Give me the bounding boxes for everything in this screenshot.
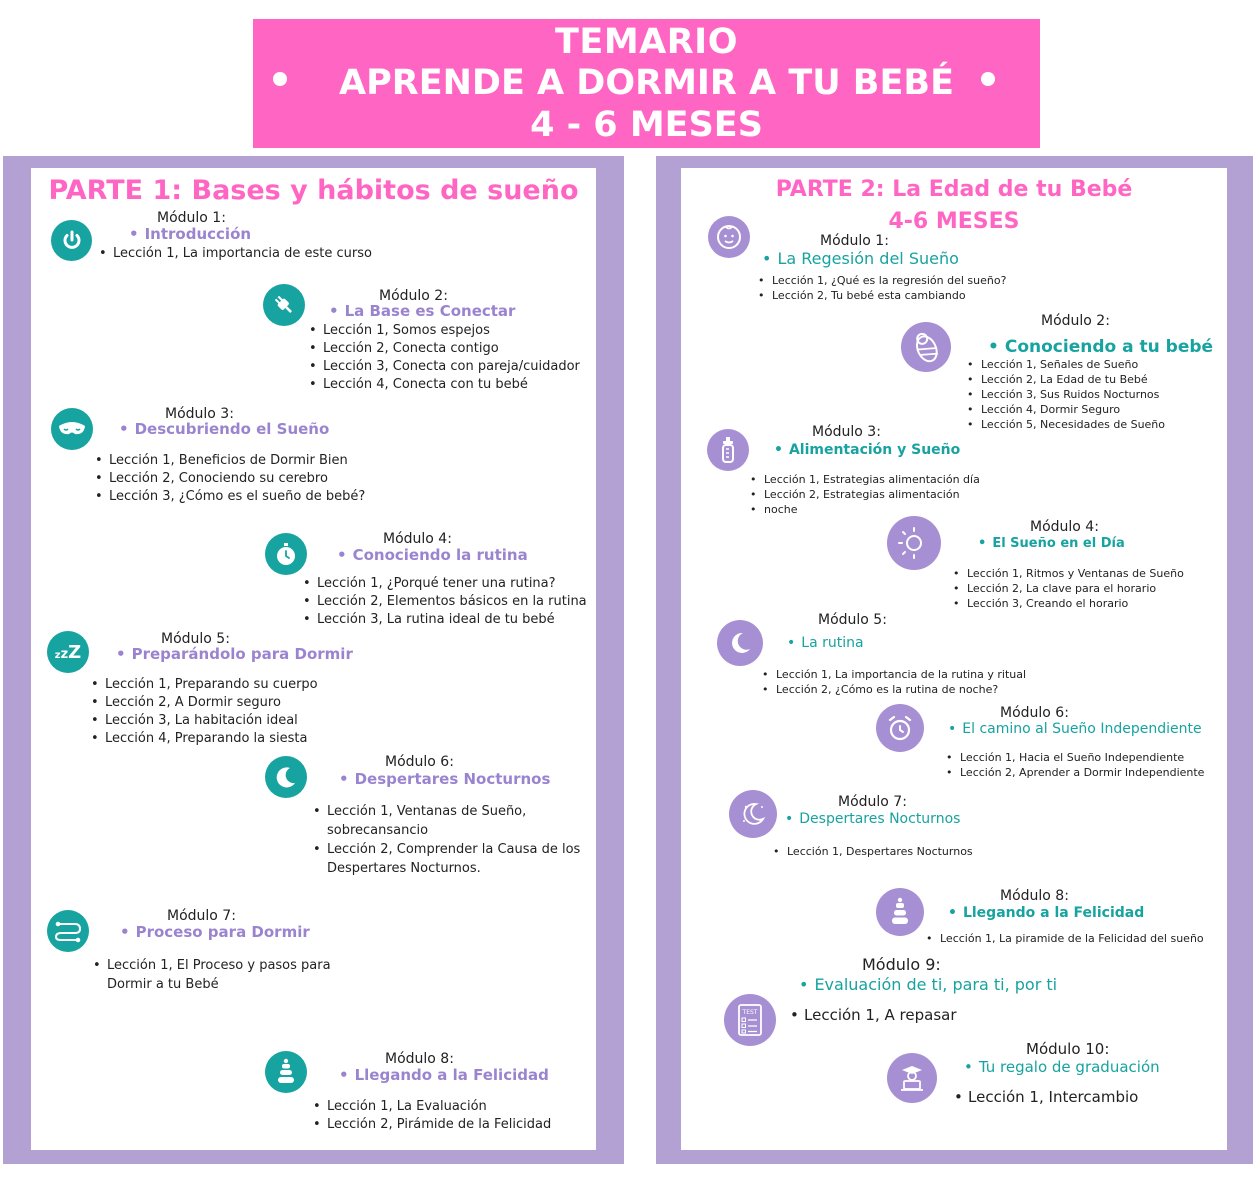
lesson-item: • Lección 2, Pirámide de la Felicidad	[313, 1116, 551, 1134]
lesson-item: • Lección 3, La habitación ideal	[91, 712, 318, 730]
p1-module7-title: • Proceso para Dormir	[120, 923, 310, 941]
p2-module3-label: Módulo 3:	[812, 424, 881, 440]
lesson-item: • Lección 3, Creando el horario	[953, 596, 1184, 611]
p2-module6-title: • El camino al Sueño Independiente	[948, 721, 1202, 737]
p1-module5-title: • Preparándolo para Dormir	[116, 645, 353, 663]
process-path-icon	[47, 910, 89, 952]
p2-module8-lessons	[926, 931, 1204, 946]
p2-module1-label: Módulo 1:	[820, 233, 889, 249]
baby-face-icon	[708, 216, 750, 258]
p2-module9-label: Módulo 9:	[862, 955, 941, 974]
lesson-item: • Lección 2, ¿Cómo es la rutina de noche?	[762, 682, 1026, 697]
p1-module1-title: • Introducción	[129, 225, 252, 243]
age-range: 4 - 6 MESES	[530, 105, 763, 145]
part2-title: PARTE 2: La Edad de tu Bebé	[775, 177, 1133, 202]
p1-module3-label: Módulo 3:	[165, 406, 234, 422]
part2-subtitle: 4-6 MESES	[888, 209, 1020, 234]
p2-module4-title: • El Sueño en el Día	[978, 536, 1125, 551]
lesson-item: • Lección 1, ¿Qué es la regresión del sueño?	[758, 273, 1006, 288]
lesson-item: • Lección 1, La piramide de la Felicidad del sueño	[926, 931, 1204, 946]
p2-module10-title: • Tu regalo de graduación	[964, 1058, 1160, 1076]
lesson-item: • Lección 1, Hacia el Sueño Independiente	[946, 750, 1204, 765]
lesson-item: • Lección 1, La importancia de la rutina y ritual	[762, 667, 1026, 682]
lesson-item: • Lección 1, Señales de Sueño	[967, 357, 1165, 372]
stacking-rings-icon	[876, 888, 924, 936]
header-bullet-right	[981, 72, 995, 86]
p1-module4-lessons	[303, 575, 587, 629]
p2-module2-label: Módulo 2:	[1041, 313, 1110, 329]
lesson-item: • Lección 1, Preparando su cuerpo	[91, 676, 318, 694]
swaddled-baby-icon	[901, 322, 951, 372]
p1-module6-lessons	[313, 802, 588, 878]
lesson-item: • Lección 1, Despertares Nocturnos	[773, 844, 973, 859]
p2-module5-label: Módulo 5:	[818, 612, 887, 628]
p2-module2-lessons	[967, 357, 1165, 432]
p1-module8-lessons	[313, 1098, 551, 1134]
baby-bottle-icon	[707, 429, 749, 471]
lesson-item: • Lección 1, Ventanas de Sueño, sobrecansancio	[313, 802, 588, 840]
plug-icon	[263, 284, 305, 326]
p2-module5-title: • La rutina	[787, 635, 864, 651]
p1-module1-lessons	[99, 245, 372, 263]
p2-module7-lessons	[773, 844, 973, 859]
p1-module3-lessons	[95, 452, 365, 506]
lesson-item: • noche	[750, 502, 980, 517]
lesson-item: • Lección 2, La clave para el horario	[953, 581, 1184, 596]
p1-module4-label: Módulo 4:	[383, 531, 452, 547]
lesson-item: • Lección 2, Conecta contigo	[309, 340, 580, 358]
lesson-item: • Lección 3, Sus Ruidos Nocturnos	[967, 387, 1165, 402]
header-title: TEMARIO	[555, 22, 738, 62]
svg-text:TEST: TEST	[742, 1009, 758, 1016]
p2-module10-lessons	[954, 1087, 1138, 1107]
lesson-item: • Lección 2, La Edad de tu Bebé	[967, 372, 1165, 387]
lesson-item: • Lección 2, Conociendo su cerebro	[95, 470, 365, 488]
p2-module2-title: • Conociendo a tu bebé	[988, 337, 1214, 357]
p2-module1-lessons	[758, 273, 1006, 303]
p1-module3-title: • Descubriendo el Sueño	[119, 420, 330, 438]
lesson-item: • Lección 4, Conecta con tu bebé	[309, 376, 580, 394]
lesson-item: • Lección 3, Conecta con pareja/cuidador	[309, 358, 580, 376]
p1-module2-label: Módulo 2:	[379, 288, 448, 304]
p1-module8-title: • Llegando a la Felicidad	[339, 1066, 549, 1084]
sleep-mask-icon	[51, 408, 93, 450]
lesson-item: • Lección 2, Estrategias alimentación	[750, 487, 980, 502]
lesson-item: • Lección 1, ¿Porqué tener una rutina?	[303, 575, 587, 593]
lesson-item: • Lección 1, El Proceso y pasos para Dormir a tu Bebé	[93, 956, 353, 994]
sun-moon-icon	[887, 516, 941, 570]
p2-module3-lessons	[750, 472, 980, 517]
p2-module1-title: • La Regesión del Sueño	[762, 249, 959, 268]
p1-module2-title: • La Base es Conectar	[329, 302, 516, 320]
part2-panel	[656, 156, 1253, 1164]
p2-module7-title: • Despertares Nocturnos	[785, 811, 961, 827]
alarm-clock-icon	[876, 704, 924, 752]
p2-module6-lessons	[946, 750, 1204, 780]
night-sky-icon	[729, 790, 777, 838]
stopwatch-icon	[265, 533, 307, 575]
zzz-icon: zzZ	[47, 631, 89, 673]
lesson-item: • Lección 2, A Dormir seguro	[91, 694, 318, 712]
lesson-item: • Lección 1, Beneficios de Dormir Bien	[95, 452, 365, 470]
lesson-item: • Lección 4, Dormir Seguro	[967, 402, 1165, 417]
test-checklist-icon	[724, 994, 776, 1046]
lesson-item: • Lección 5, Necesidades de Sueño	[967, 417, 1165, 432]
p2-module3-title: • Alimentación y Sueño	[774, 442, 961, 458]
lesson-item: • Lección 1, Estrategias alimentación día	[750, 472, 980, 487]
graduate-laptop-icon	[887, 1053, 937, 1103]
lesson-item: • Lección 2, Aprender a Dormir Independiente	[946, 765, 1204, 780]
p2-module5-lessons	[762, 667, 1026, 697]
lesson-item: • Lección 1, Intercambio	[954, 1087, 1138, 1107]
p1-module7-lessons	[93, 956, 353, 994]
p1-module1-label: Módulo 1:	[157, 210, 226, 226]
lesson-item: • Lección 2, Elementos básicos en la rutina	[303, 593, 587, 611]
p1-module5-label: Módulo 5:	[161, 631, 230, 647]
lesson-item: • Lección 2, Tu bebé esta cambiando	[758, 288, 1006, 303]
moon-icon	[717, 620, 763, 666]
p1-module8-label: Módulo 8:	[385, 1051, 454, 1067]
lesson-item: • Lección 3, ¿Cómo es el sueño de bebé?	[95, 488, 365, 506]
p1-module2-lessons	[309, 322, 580, 394]
p1-module6-label: Módulo 6:	[385, 754, 454, 770]
p1-module5-lessons	[91, 676, 318, 748]
lesson-item: • Lección 2, Comprender la Causa de los Despertares Nocturnos.	[313, 840, 588, 878]
p2-module10-label: Módulo 10:	[1026, 1040, 1110, 1058]
header-banner	[253, 19, 1040, 148]
power-icon	[51, 220, 92, 261]
lesson-item: • Lección 1, Somos espejos	[309, 322, 580, 340]
lesson-item: • Lección 4, Preparando la siesta	[91, 730, 318, 748]
lesson-item: • Lección 1, La Evaluación	[313, 1098, 551, 1116]
lesson-item: • Lección 1, Ritmos y Ventanas de Sueño	[953, 566, 1184, 581]
p2-module4-label: Módulo 4:	[1030, 519, 1099, 535]
part1-panel	[3, 156, 624, 1164]
p2-module4-lessons	[953, 566, 1184, 611]
lesson-item: • Lección 1, La importancia de este curso	[99, 245, 372, 263]
p2-module9-lessons	[790, 1005, 957, 1025]
p1-module7-label: Módulo 7:	[167, 908, 236, 924]
p2-module8-title: • Llegando a la Felicidad	[948, 905, 1145, 921]
course-name: APRENDE A DORMIR A TU BEBÉ	[339, 63, 954, 103]
p2-module6-label: Módulo 6:	[1000, 705, 1069, 721]
moon-stars-icon	[265, 756, 307, 798]
stacking-rings-icon	[265, 1051, 307, 1093]
lesson-item: • Lección 1, A repasar	[790, 1005, 957, 1025]
p2-module8-label: Módulo 8:	[1000, 888, 1069, 904]
p2-module9-title: • Evaluación de ti, para ti, por ti	[799, 975, 1058, 994]
p2-module7-label: Módulo 7:	[838, 794, 907, 810]
part1-title: PARTE 1: Bases y hábitos de sueño	[48, 175, 579, 206]
p1-module6-title: • Despertares Nocturnos	[339, 770, 551, 788]
lesson-item: • Lección 3, La rutina ideal de tu bebé	[303, 611, 587, 629]
p1-module4-title: • Conociendo la rutina	[337, 546, 528, 564]
